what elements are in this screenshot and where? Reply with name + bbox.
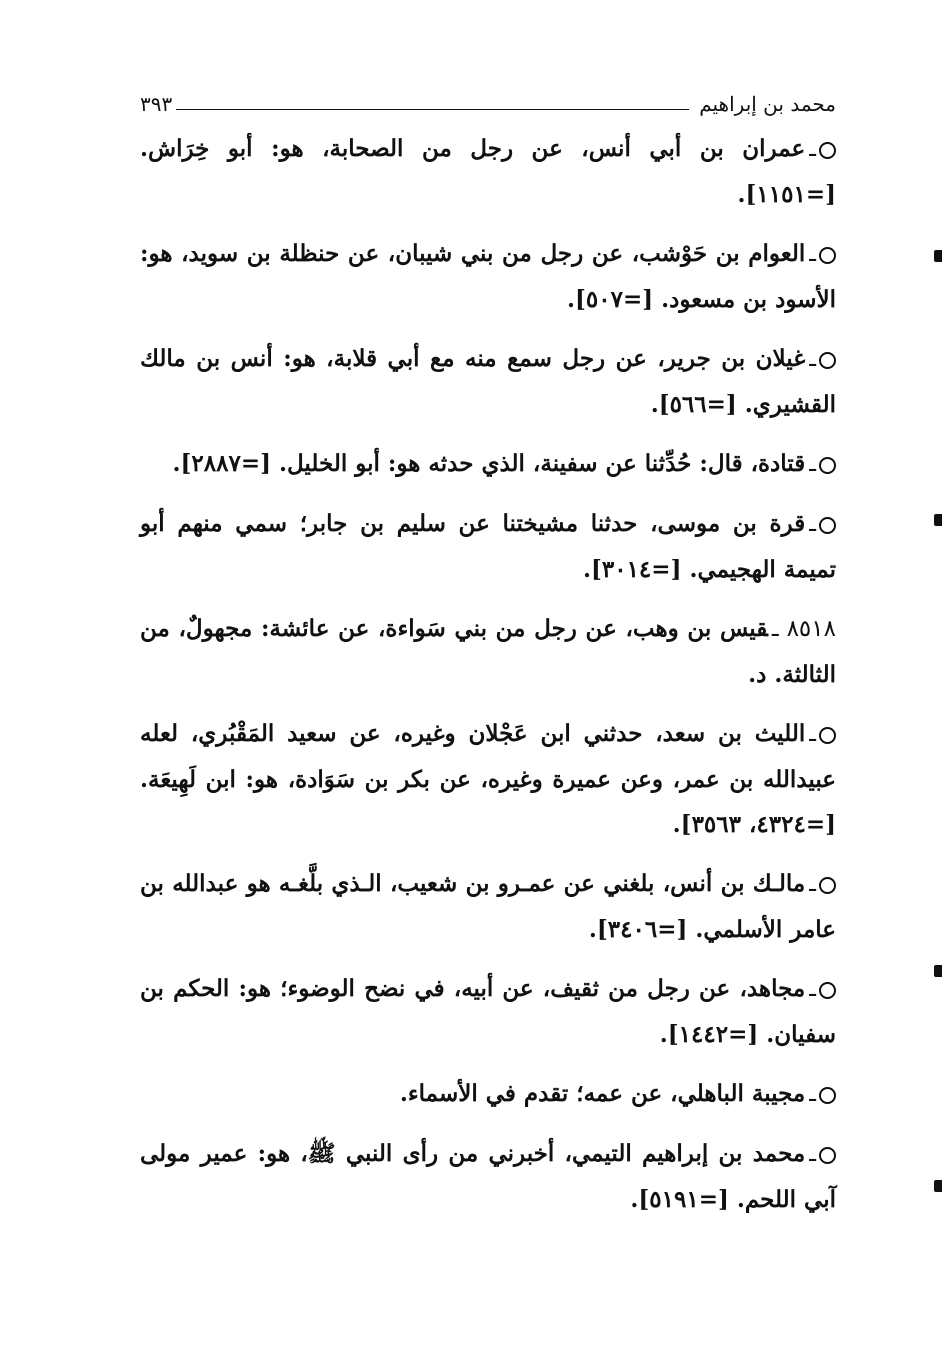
running-header: [140, 86, 836, 116]
scan-edge-mark: [934, 514, 942, 526]
entry-text: الليث بن سعد، حدثني ابن عَجْلان وغيره، عن سعيد المَقْبُري، لعله عبيدالله بن عمر، وعن عميرة وغيره، عن بكر بن سَوَادة، هو: ابن لَهِيعَة. [=٤٣٢٤، ٣٥٦٣].: [140, 720, 836, 838]
entry: [140, 1131, 836, 1222]
entry-number: ٨٥١٨ ـ: [771, 616, 836, 642]
running-title: محمد بن إبراهيم: [699, 92, 836, 116]
circle-icon: [819, 142, 836, 159]
circle-icon: [819, 457, 836, 474]
circle-icon: [819, 1087, 836, 1104]
entry-marker: ـ: [809, 1132, 836, 1177]
entry: [140, 966, 836, 1057]
circle-icon: [819, 352, 836, 369]
entry-text: العوام بن حَوْشب، عن رجل من بني شيبان، عن حنظلة بن سويد، هو: الأسود بن مسعود. [=٥٠٧].: [140, 240, 836, 313]
entry-text: قتادة، قال: حُدِّثنا عن سفينة، الذي حدثه هو: أبو الخليل. [=٢٨٨٧].: [172, 450, 806, 477]
entry-text: غيلان بن جرير، عن رجل سمع منه مع أبي قلابة، هو: أنس بن مالك القشيري. [=٥٦٦].: [140, 345, 836, 418]
entry-marker: ـ: [809, 862, 836, 907]
scan-edge-mark: [934, 250, 942, 262]
entry: [140, 336, 836, 427]
entry: [140, 861, 836, 952]
entry: [140, 1071, 836, 1117]
entry-text: مجيبة الباهلي، عن عمه؛ تقدم في الأسماء.: [399, 1080, 806, 1107]
circle-icon: [819, 247, 836, 264]
entry-marker: ـ: [809, 232, 836, 277]
entry-marker: ـ: [809, 127, 836, 172]
entry-marker: ـ: [809, 712, 836, 757]
circle-icon: [819, 727, 836, 744]
entry-text: مالـك بن أنس، بلغني عن عمـرو بن شعيب، الـذي بلَّغـه هو عبدالله بن عامر الأسلمي. [=٣٤٠٦].: [140, 870, 836, 943]
circle-icon: [819, 982, 836, 999]
entry-marker: ـ: [809, 967, 836, 1012]
scan-edge-mark: [934, 965, 942, 977]
entry-marker: ـ: [809, 337, 836, 382]
entry-text: مجاهد، عن رجل من ثقيف، عن أبيه، في نضح الوضوء؛ هو: الحكم بن سفيان. [=١٤٤٢].: [140, 975, 836, 1048]
entry-marker: ـ: [809, 1072, 836, 1117]
entry: [140, 441, 836, 487]
circle-icon: [819, 1147, 836, 1164]
circle-icon: [819, 517, 836, 534]
entry: [140, 711, 836, 847]
entry-list: [140, 126, 836, 1236]
entry: [140, 501, 836, 592]
circle-icon: [819, 877, 836, 894]
entry-text: قيس بن وهب، عن رجل من بني سَواءة، عن عائشة: مجهولٌ، من الثالثة. د.: [140, 615, 836, 688]
entry: [140, 231, 836, 322]
page-number: ٣٩٣: [140, 92, 173, 116]
entry: [140, 606, 836, 697]
entry-marker: ـ: [809, 502, 836, 547]
entry-marker: ـ: [809, 442, 836, 487]
entry-text: محمد بن إبراهيم التيمي، أخبرني من رأى النبي ﷺ، هو: عمير مولى آبي اللحم. [=٥١٩١].: [140, 1140, 836, 1213]
entry-text: عمران بن أبي أنس، عن رجل من الصحابة، هو: أبو خِرَاش. [=١١٥١].: [140, 135, 836, 208]
header-rule: [176, 109, 689, 110]
entry: [140, 126, 836, 217]
scan-edge-mark: [934, 1180, 942, 1192]
entry-text: قرة بن موسى، حدثنا مشيختنا عن سليم بن جابر؛ سمي منهم أبو تميمة الهجيمي. [=٣٠١٤].: [140, 510, 836, 583]
